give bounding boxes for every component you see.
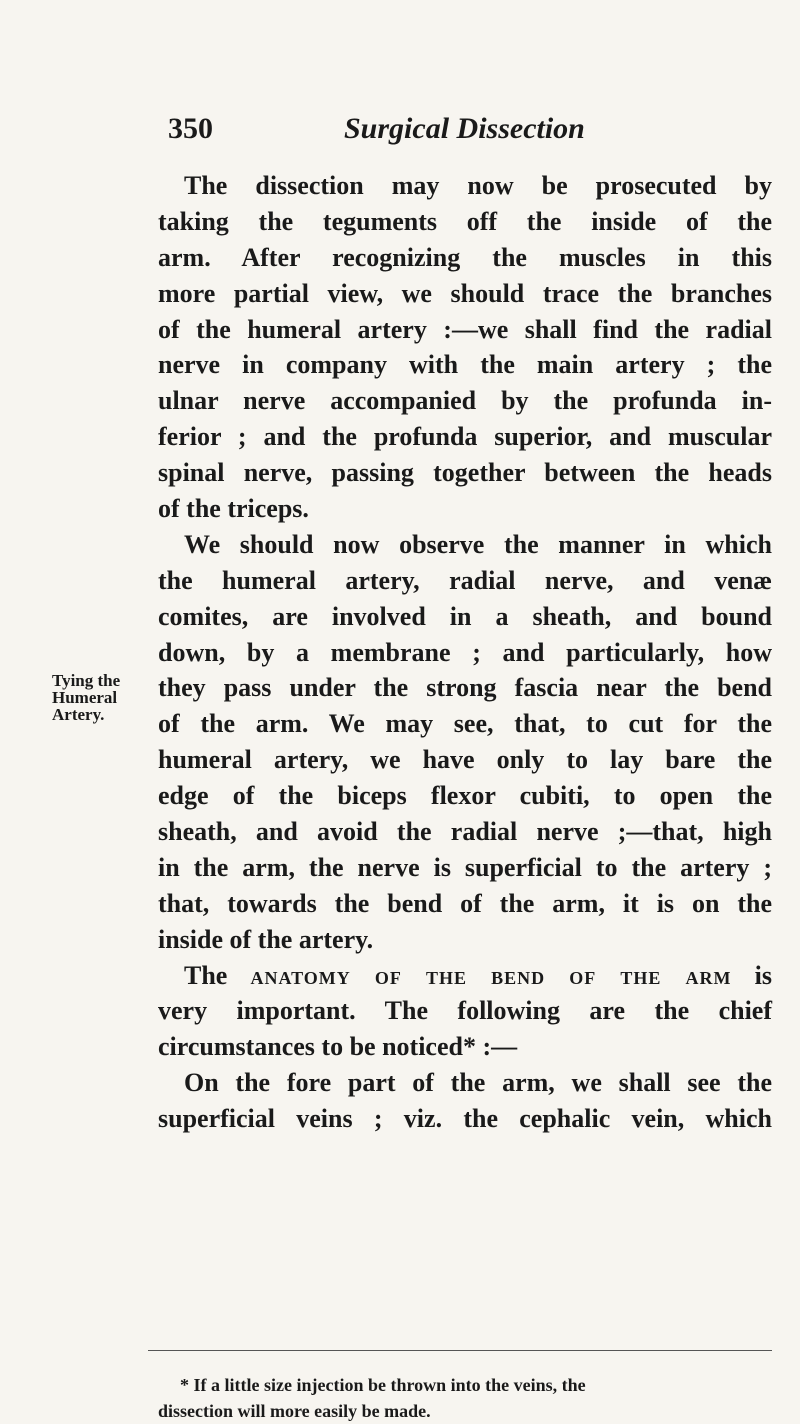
running-title: Surgical Dissection [344,112,585,145]
text-line: nerve in company with the main artery ; the [158,350,772,380]
margin-note-line: Humeral [52,688,118,707]
text-line: down, by a membrane ; and particularly, how [158,637,772,667]
text-line: On the fore part of the arm, we shall see the [184,1068,772,1098]
text-line: superficial veins ; viz. the cephalic vein, which [158,1104,772,1134]
text-line: ulnar nerve accompanied by the profunda in- [158,386,772,416]
text-line: of the humeral artery :—we shall find the radial [158,314,772,344]
text-line: the humeral artery, radial nerve, and venæ [158,565,772,595]
text-line: We should now observe the manner in which [184,529,772,559]
page-number: 350 [168,112,213,145]
para3-trail: is [754,960,772,990]
text-line: very important. The following are the chief [158,996,772,1026]
para3-smallcaps: anatomy of the bend of the arm [250,960,732,990]
text-line: they pass under the strong fascia near the bend [158,673,772,703]
footnote [158,1372,772,1424]
footnote-line: * If a little size injection be thrown into the veins, the [180,1375,586,1395]
margin-note-line: Tying the [52,671,121,690]
footnote-rule [148,1350,772,1351]
text-line: more partial view, we should trace the branches [158,278,772,308]
text-line: that, towards the bend of the arm, it is on the [158,888,772,918]
text-line: ferior ; and the profunda superior, and muscular [158,422,772,452]
text-line: inside of the artery. [158,924,374,954]
text-line: arm. After recognizing the muscles in this [158,242,772,272]
para3-lead: The [184,960,228,990]
text-line: humeral artery, we have only to lay bare the [158,745,772,775]
text-line: of the triceps. [158,494,309,524]
text-line: of the arm. We may see, that, to cut for the [158,709,772,739]
page-header [168,112,688,152]
text-line: comites, are involved in a sheath, and bound [158,601,772,631]
text-line-smallcaps [158,958,772,994]
text-line: in the arm, the nerve is superficial to the artery ; [158,852,772,882]
text-line: The dissection may now be prosecuted by [184,171,772,200]
footnote-line: dissection will more easily be made. [158,1401,431,1421]
text-line: spinal nerve, passing together between the heads [158,458,772,488]
text-line: edge of the biceps flexor cubiti, to open the [158,781,772,811]
body-text [158,168,772,1137]
text-line: sheath, and avoid the radial nerve ;—that, high [158,817,772,847]
text-line: taking the teguments off the inside of the [158,206,772,236]
margin-note [52,672,142,723]
text-line: circumstances to be noticed* :— [158,1032,518,1062]
margin-note-line: Artery. [52,705,105,724]
